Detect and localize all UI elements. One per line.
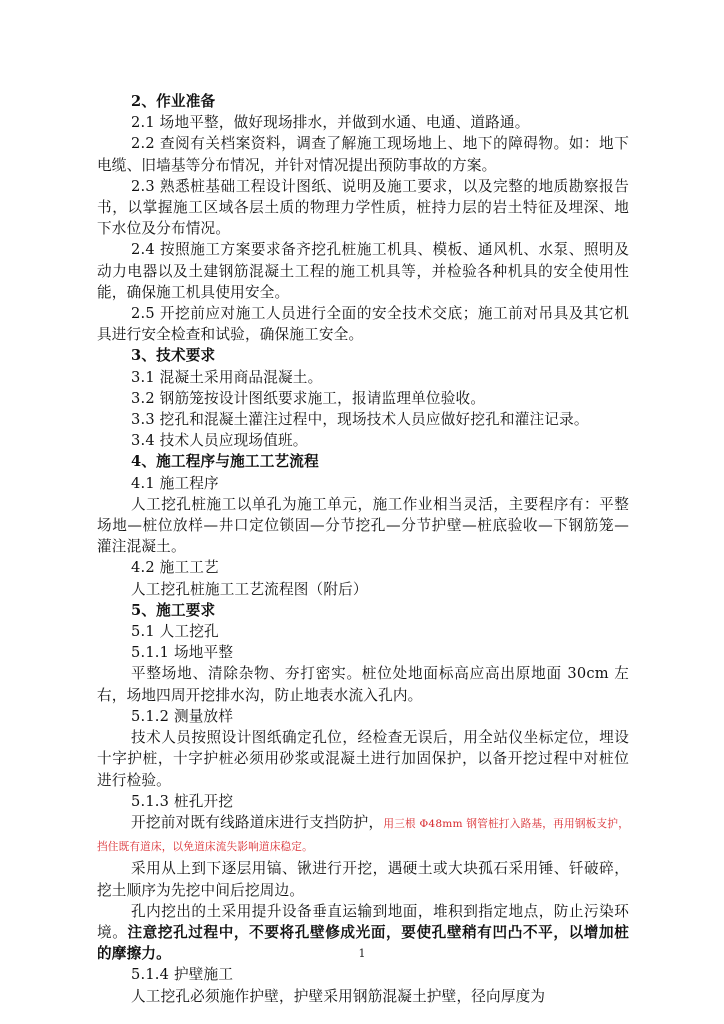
- section-heading: [97, 600, 629, 621]
- paragraph: [97, 579, 629, 600]
- paragraph-text: 2.3 熟悉桩基础工程设计图纸、说明及施工要求，以及完整的地质勘察报告书，以掌握施工区域各层土质的物理力学性质，桩持力层的岩土特征及埋深、地下水位及分布情况。: [97, 177, 629, 238]
- paragraph: [97, 494, 629, 558]
- paragraph: [97, 706, 629, 727]
- paragraph: [97, 176, 629, 240]
- paragraph: [97, 133, 629, 175]
- paragraph: [97, 727, 629, 791]
- paragraph-text: 采用从上到下逐层用镐、锹进行开挖，遇硬土或大块孤石采用锤、钎破碎，挖土顺序为先挖中间后挖周边。: [97, 860, 629, 899]
- paragraph-text: 平整场地、清除杂物、夯打密实。桩位处地面标高应高出原地面 30cm 左右，场地四周开挖排水沟，防止地表水流入孔内。: [97, 665, 629, 704]
- paragraph-text: 2.2 查阅有关档案资料，调查了解施工现场地上、地下的障碍物。如：地下电缆、旧墙基等分布情况，并针对情况提出预防事故的方案。: [97, 135, 629, 174]
- paragraph-text: 4.2 施工工艺: [131, 559, 219, 577]
- paragraph: [97, 621, 629, 642]
- paragraph: [97, 663, 629, 705]
- red-annotation: 用三根 Φ48mm 钢管桩打入路基，再用钢板支护，挡住既有道床，以免道床流失影响道床稳定。: [97, 817, 629, 854]
- paragraph: [97, 388, 629, 409]
- paragraph-text: 5、施工要求: [131, 601, 216, 619]
- paragraph-text: 技术人员按照设计图纸确定孔位，经检查无误后，用全站仪坐标定位，埋设十字护桩，十字护桩必须用砂浆或混凝土进行加固保护，以备开挖过程中对桩位进行检验。: [97, 729, 629, 789]
- page-number: 1: [358, 947, 366, 960]
- paragraph-text: 2、作业准备: [131, 93, 216, 110]
- paragraph: [97, 239, 629, 303]
- paragraph-text: 2.5 开挖前应对施工人员进行全面的安全技术交底；施工前对吊具及其它机具进行安全检查和试验，确保施工安全。: [97, 305, 629, 344]
- paragraph-text: 5.1.1 场地平整: [131, 644, 234, 662]
- paragraph-text: 开挖前对既有线路道床进行支挡防护，: [131, 813, 384, 831]
- paragraph: [97, 112, 629, 133]
- paragraph: [97, 367, 629, 388]
- paragraph-text: 3.2 钢筋笼按设计图纸要求施工，报请监理单位验收。: [131, 389, 486, 407]
- paragraph: [97, 858, 629, 900]
- paragraph-text: 3.4 技术人员应现场值班。: [131, 432, 308, 450]
- section-heading: [97, 345, 629, 366]
- paragraph-text: 孔内挖出的土采用提升设备垂直运输到地面，堆积到指定地点，防止污染环境。: [97, 902, 629, 941]
- paragraph: [97, 812, 629, 858]
- paragraph-text: 2.1 场地平整，做好现场排水，并做到水通、电通、道路通。: [131, 114, 530, 132]
- paragraph-text: 人工挖孔桩施工工艺流程图（附后）: [131, 580, 368, 598]
- paragraph-text: 5.1.4 护壁施工: [131, 966, 234, 984]
- paragraph-text: 3、技术要求: [131, 347, 216, 365]
- paragraph: [97, 409, 629, 430]
- section-heading: [97, 451, 629, 472]
- paragraph-text: 3.1 混凝土采用商品混凝土。: [131, 368, 323, 386]
- paragraph: [97, 791, 629, 812]
- paragraph-text: 4.1 施工程序: [131, 474, 219, 492]
- paragraph-text: 4、施工程序与施工工艺流程: [131, 453, 319, 471]
- document-body: [97, 91, 629, 1007]
- paragraph: [97, 303, 629, 345]
- paragraph-text: 5.1 人工挖孔: [131, 623, 219, 641]
- paragraph: [97, 430, 629, 451]
- paragraph-text: 5.1.3 桩孔开挖: [131, 792, 234, 810]
- paragraph: [97, 473, 629, 494]
- paragraph-text: 人工挖孔桩施工以单孔为施工单元，施工作业相当灵活，主要程序有：平整场地—桩位放样—井口定位锁固—分节挖孔—分节护壁—桩底验收—下钢筋笼—灌注混凝土。: [97, 495, 629, 556]
- paragraph-text: 5.1.2 测量放样: [131, 707, 234, 725]
- paragraph: [97, 557, 629, 578]
- paragraph: [97, 642, 629, 663]
- paragraph: [97, 986, 629, 1007]
- section-heading: [97, 91, 629, 112]
- paragraph-text: 人工挖孔必须施作护壁，护壁采用钢筋混凝土护壁，径向厚度为: [131, 987, 546, 1005]
- bold-emphasis: 注意挖孔过程中，不要将孔壁修成光面，要使孔壁稍有凹凸不平，以增加桩的摩擦力。: [97, 923, 630, 963]
- paragraph: [97, 964, 629, 985]
- paragraph-text: 3.3 挖孔和混凝土灌注过程中，现场技术人员应做好挖孔和灌注记录。: [131, 411, 589, 429]
- paragraph-text: 2.4 按照施工方案要求备齐挖孔桩施工机具、模板、通风机、水泵、照明及动力电器以及土建钢筋混凝土工程的施工机具等，并检验各种机具的安全使用性能，确保施工机具使用安全。: [97, 241, 629, 301]
